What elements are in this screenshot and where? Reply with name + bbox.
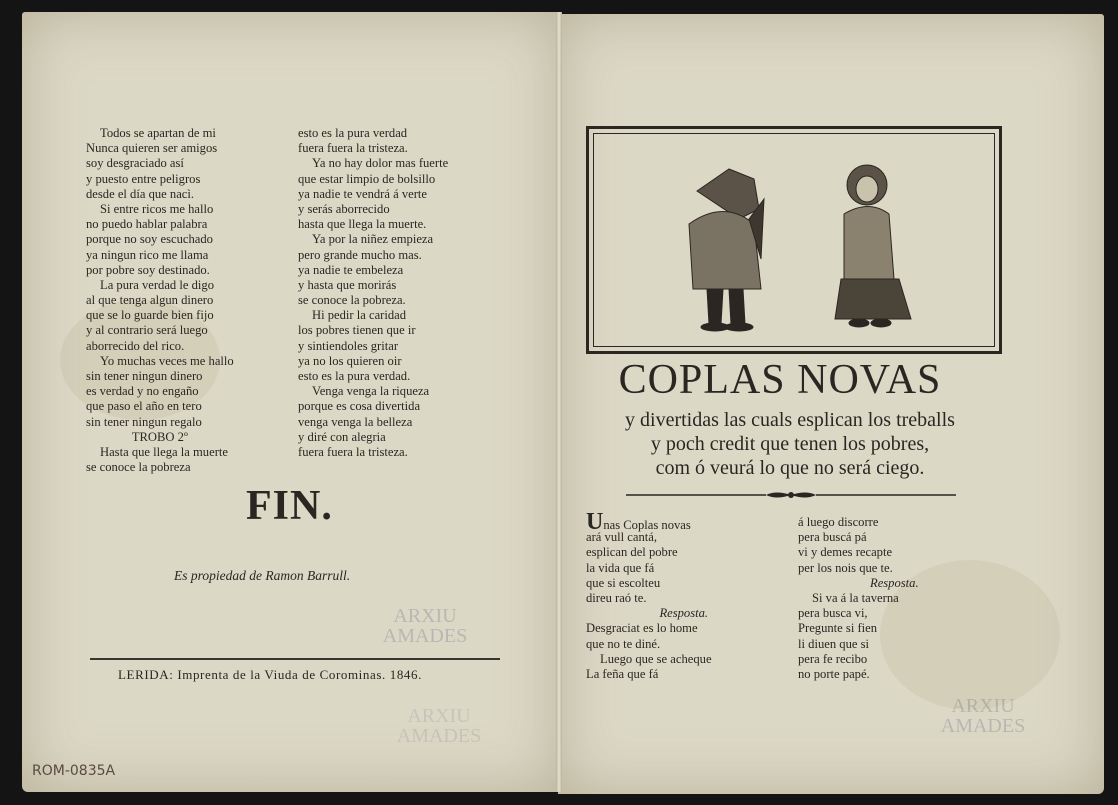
- verse-line: Resposta.: [870, 575, 919, 590]
- verse-line: es verdad y no engaño: [86, 384, 199, 399]
- verse-line: esplican del pobre: [586, 545, 678, 560]
- left-verse-column-2: [298, 126, 448, 460]
- verse-line: desde el día que nacì.: [86, 186, 195, 201]
- verse-line: que si escolteu: [586, 575, 661, 590]
- verse-line: Venga venga la riqueza: [312, 384, 430, 399]
- poem-title: COPLAS NOVAS: [618, 357, 942, 403]
- verse-line: Desgraciat es lo home: [586, 621, 698, 636]
- verse-line: no puedo hablar palabra: [86, 217, 208, 232]
- verse-line: esto es la pura verdad: [298, 126, 408, 140]
- verse-line: pera busca vi,: [798, 606, 868, 621]
- verse-line: Ya no hay dolor mas fuerte: [312, 156, 449, 171]
- verse-line: ya nadie te vendrá á verte: [298, 186, 428, 201]
- woman-figure: [835, 165, 911, 327]
- verse-line: ya no los quieren oir: [298, 353, 402, 368]
- verse-line: pera buscá pá: [798, 530, 867, 545]
- verse-line: se conoce la pobreza.: [298, 293, 406, 308]
- verse-line: y puesto entre peligros: [86, 171, 201, 186]
- verse-line: y al contrario será luego: [86, 323, 208, 338]
- verse-line: pera fe recibo: [798, 651, 868, 666]
- right-verse-column-2: [798, 515, 919, 682]
- imprint-line: LERIDA: Imprenta de la Viuda de Corominas. 1846.: [118, 667, 422, 682]
- verse-line: que no te diné.: [586, 636, 661, 651]
- verse-line: Pregunte si fien: [798, 621, 878, 636]
- imprint-rule: [90, 658, 500, 660]
- verse-line: sin tener ningun dinero: [86, 369, 203, 383]
- verse-line: La pura verdad le digo: [100, 277, 214, 292]
- verse-line: hasta que llega la muerte.: [298, 217, 427, 232]
- archive-stamp-faint: ARXIU AMADES: [396, 705, 482, 747]
- right-verse-column-1: [586, 509, 712, 682]
- woodcut-illustration: [586, 126, 1002, 354]
- verse-line: Unas Coplas novas: [586, 509, 691, 535]
- verse-line: esto es la pura verdad.: [298, 369, 411, 383]
- verse-line: per los nois que te.: [798, 560, 893, 575]
- verse-line: Si va á la taverna: [812, 590, 899, 605]
- verse-line: Todos se apartan de mi: [100, 126, 216, 140]
- verse-line: porque es cosa divertida: [298, 399, 421, 414]
- verse-line: aborrecido del rico.: [86, 338, 185, 353]
- verse-line: y hasta que morirás: [298, 277, 397, 292]
- verse-line: fuera fuera la tristeza.: [298, 141, 408, 156]
- verse-line: vi y demes recapte: [798, 545, 893, 560]
- verse-line: y serás aborrecido: [298, 201, 390, 216]
- verse-line: ará vull cantá,: [586, 530, 657, 545]
- fin-heading: FIN.: [246, 483, 333, 529]
- verse-line: no porte papé.: [798, 666, 870, 681]
- ornamental-rule: [626, 490, 956, 500]
- verse-line: venga venga la belleza: [298, 414, 413, 429]
- ownership-note: Es propiedad de Ramon Barrull.: [174, 568, 351, 583]
- verse-line: se conoce la pobreza: [86, 460, 191, 475]
- verse-line: soy desgraciado así: [86, 156, 184, 171]
- verse-line: La feña que fá: [586, 666, 659, 681]
- verse-line: li diuen que si: [798, 636, 870, 651]
- verse-line: Si entre ricos me hallo: [100, 201, 214, 216]
- archive-stamp-right: ARXIU AMADES: [940, 695, 1026, 737]
- man-figure: [689, 169, 764, 331]
- verse-line: ya nadie te embeleza: [298, 262, 404, 277]
- verse-line: y diré con alegria: [298, 429, 386, 444]
- verse-line: Ya por la niñez empieza: [312, 232, 434, 247]
- verse-line: y sintiendoles gritar: [298, 338, 399, 353]
- verse-line: Hi pedir la caridad: [312, 308, 407, 323]
- verse-line: porque no soy escuchado: [86, 232, 213, 247]
- verse-line: la vida que fá: [586, 560, 655, 575]
- verse-line: por pobre soy destinado.: [86, 262, 210, 277]
- verse-line: los pobres tienen que ir: [298, 323, 416, 338]
- verse-line: direu raó te.: [586, 590, 647, 605]
- drop-cap: U: [586, 509, 604, 535]
- verse-line: Hasta que llega la muerte: [100, 444, 228, 459]
- verse-line: Nunca quieren ser amigos: [86, 141, 218, 156]
- left-verse-column-1: [86, 126, 234, 475]
- verse-line: ya ningun rico me llama: [86, 247, 209, 262]
- poem-subtitle: [570, 408, 1010, 480]
- subtitle-line: y poch credit que tenen los pobres,: [650, 433, 930, 455]
- subtitle-line: com ó veurá lo que no será ciego.: [655, 457, 925, 479]
- subtitle-line: y divertidas las cuals esplican los treballs: [625, 409, 955, 431]
- reference-code: ROM-0835A: [32, 763, 116, 779]
- verse-line: sin tener ningun regalo: [86, 414, 202, 429]
- verse-line: pero grande mucho mas.: [298, 247, 422, 262]
- verse-line: al que tenga algun dinero: [86, 293, 214, 308]
- verse-line: que paso el año en tero: [86, 399, 202, 414]
- verse-line: á luego discorre: [798, 515, 879, 529]
- verse-line: Luego que se acheque: [600, 651, 712, 666]
- woodcut-figures-svg: [589, 129, 993, 345]
- verse-line: fuera fuera la tristeza.: [298, 444, 408, 459]
- archive-stamp: ARXIU AMADES: [382, 605, 468, 647]
- verse-line: Resposta.: [659, 606, 709, 621]
- verse-line: TROBO 2º: [131, 429, 188, 444]
- verse-line: Yo muchas veces me hallo: [100, 353, 234, 368]
- verse-line: que estar limpio de bolsillo: [298, 171, 436, 186]
- verse-line: que se lo guarde bien fijo: [86, 308, 214, 323]
